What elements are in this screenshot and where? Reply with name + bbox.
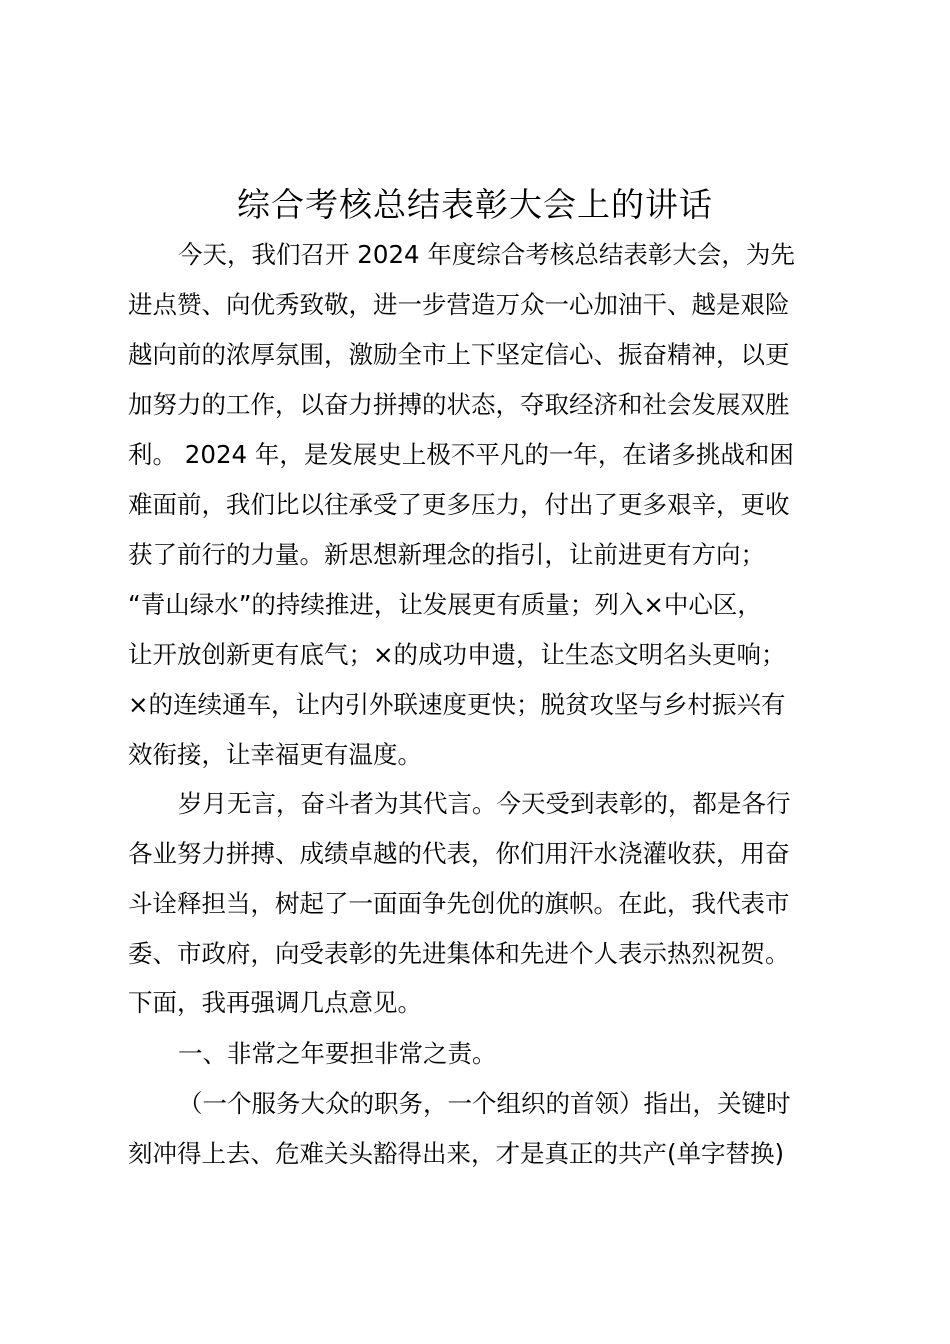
paragraph-line: 斗诠释担当，树起了一面面争先创优的旗帜。在此，我代表市 bbox=[128, 889, 790, 918]
paragraph-line: 刻冲得上去、危难关头豁得出来，才是真正的共产(单字替换) bbox=[128, 1139, 785, 1168]
paragraph-line: ×的连续通车，让内引外联速度更快；脱贫攻坚与乡村振兴有 bbox=[128, 690, 786, 719]
paragraph-line: “青山绿水”的持续推进，让发展更有质量；列入×中心区， bbox=[128, 590, 762, 619]
paragraph-line: 各业努力拼搏、成绩卓越的代表，你们用汗水浇灌收获，用奋 bbox=[128, 839, 790, 868]
paragraph-line: （一个服务大众的职务，一个组织的首领）指出，关键时 bbox=[178, 1089, 791, 1118]
paragraph-line: 让开放创新更有底气；×的成功申遗，让生态文明名头更响； bbox=[128, 640, 786, 669]
paragraph-line: 获了前行的力量。新思想新理念的指引，让前进更有方向； bbox=[128, 540, 765, 569]
paragraph-line: 委、市政府，向受表彰的先进集体和先进个人表示热烈祝贺。 bbox=[128, 939, 790, 968]
paragraph-line: 利。 2024 年，是发展史上极不平凡的一年，在诸多挑战和困 bbox=[128, 440, 794, 469]
paragraph-line: 越向前的浓厚氛围，激励全市上下坚定信心、振奋精神，以更 bbox=[128, 340, 790, 369]
paragraph-line: 今天，我们召开 2024 年度综合考核总结表彰大会，为先 bbox=[178, 240, 795, 269]
paragraph-line: 效衔接，让幸福更有温度。 bbox=[128, 740, 422, 769]
paragraph-line: 难面前，我们比以往承受了更多压力，付出了更多艰辛，更收 bbox=[128, 490, 790, 519]
document-title: 综合考核总结表彰大会上的讲话 bbox=[237, 185, 713, 224]
paragraph-line: 下面，我再强调几点意见。 bbox=[128, 988, 422, 1017]
paragraph-line: 岁月无言，奋斗者为其代言。今天受到表彰的，都是各行 bbox=[178, 789, 791, 818]
paragraph-line: 进点赞、向优秀致敬，进一步营造万众一心加油干、越是艰险 bbox=[128, 290, 790, 319]
section-heading: 一、非常之年要担非常之责。 bbox=[178, 1039, 497, 1068]
paragraph-line: 加努力的工作，以奋力拼搏的状态，夺取经济和社会发展双胜 bbox=[128, 390, 790, 419]
